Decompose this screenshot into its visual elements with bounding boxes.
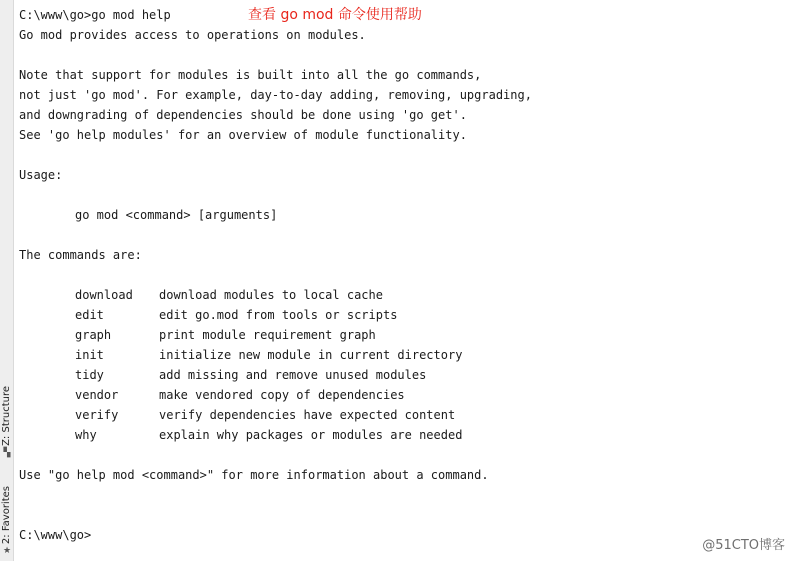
annotation-label: 查看 go mod 命令使用帮助 (248, 7, 422, 23)
command-name: edit (75, 308, 104, 322)
command-row (19, 425, 779, 445)
command-description: make vendored copy of dependencies (159, 388, 405, 402)
final-prompt[interactable]: C:\www\go> (19, 528, 92, 542)
blank-line (19, 45, 779, 65)
usage-heading: Usage: (19, 168, 63, 182)
note-line: See 'go help modules' for an overview of module functionality. (19, 128, 467, 142)
command-row (19, 285, 779, 305)
blank-line (19, 505, 779, 525)
blank-line (19, 145, 779, 165)
structure-icon: ▚ (3, 447, 11, 458)
side-tool-strip (0, 0, 14, 561)
star-icon: ★ (2, 546, 12, 557)
command-name: tidy (75, 368, 104, 382)
command-description: verify dependencies have expected content (159, 408, 456, 422)
command-row (19, 365, 779, 385)
intro-line: Go mod provides access to operations on modules. (19, 28, 366, 42)
blank-line (19, 185, 779, 205)
command-name: verify (75, 408, 119, 422)
command-description: add missing and remove unused modules (159, 368, 427, 382)
command-description: download modules to local cache (159, 288, 383, 302)
note-line: and downgrading of dependencies should be done using 'go get'. (19, 108, 467, 122)
favorites-tab-label: 2: Favorites (1, 486, 12, 545)
note-line: not just 'go mod'. For example, day-to-day adding, removing, upgrading, (19, 88, 532, 102)
command-description: explain why packages or modules are needed (159, 428, 463, 442)
usage-line: go mod <command> [arguments] (75, 208, 278, 222)
terminal-output[interactable] (19, 5, 779, 545)
blank-line (19, 445, 779, 465)
command-description: initialize new module in current directory (159, 348, 463, 362)
blank-line (19, 225, 779, 245)
command-row (19, 345, 779, 365)
note-line: Note that support for modules is built into all the go commands, (19, 68, 482, 82)
structure-tab-label: Z: Structure (1, 386, 12, 446)
commands-heading: The commands are: (19, 248, 142, 262)
command-row (19, 305, 779, 325)
command-name: why (75, 428, 97, 442)
blank-line (19, 265, 779, 285)
prompt-command-line: C:\www\go>go mod help (19, 8, 171, 22)
watermark: @51CTO博客 (702, 538, 785, 553)
command-row (19, 325, 779, 345)
command-name: download (75, 288, 133, 302)
command-row (19, 405, 779, 425)
structure-tool-tab[interactable] (0, 386, 14, 458)
command-row (19, 385, 779, 405)
favorites-tool-tab[interactable] (0, 486, 14, 556)
command-description: print module requirement graph (159, 328, 376, 342)
command-name: vendor (75, 388, 119, 402)
footer-line: Use "go help mod <command>" for more information about a command. (19, 468, 489, 482)
command-name: init (75, 348, 104, 362)
command-description: edit go.mod from tools or scripts (159, 308, 398, 322)
blank-line (19, 485, 779, 505)
command-name: graph (75, 328, 112, 342)
